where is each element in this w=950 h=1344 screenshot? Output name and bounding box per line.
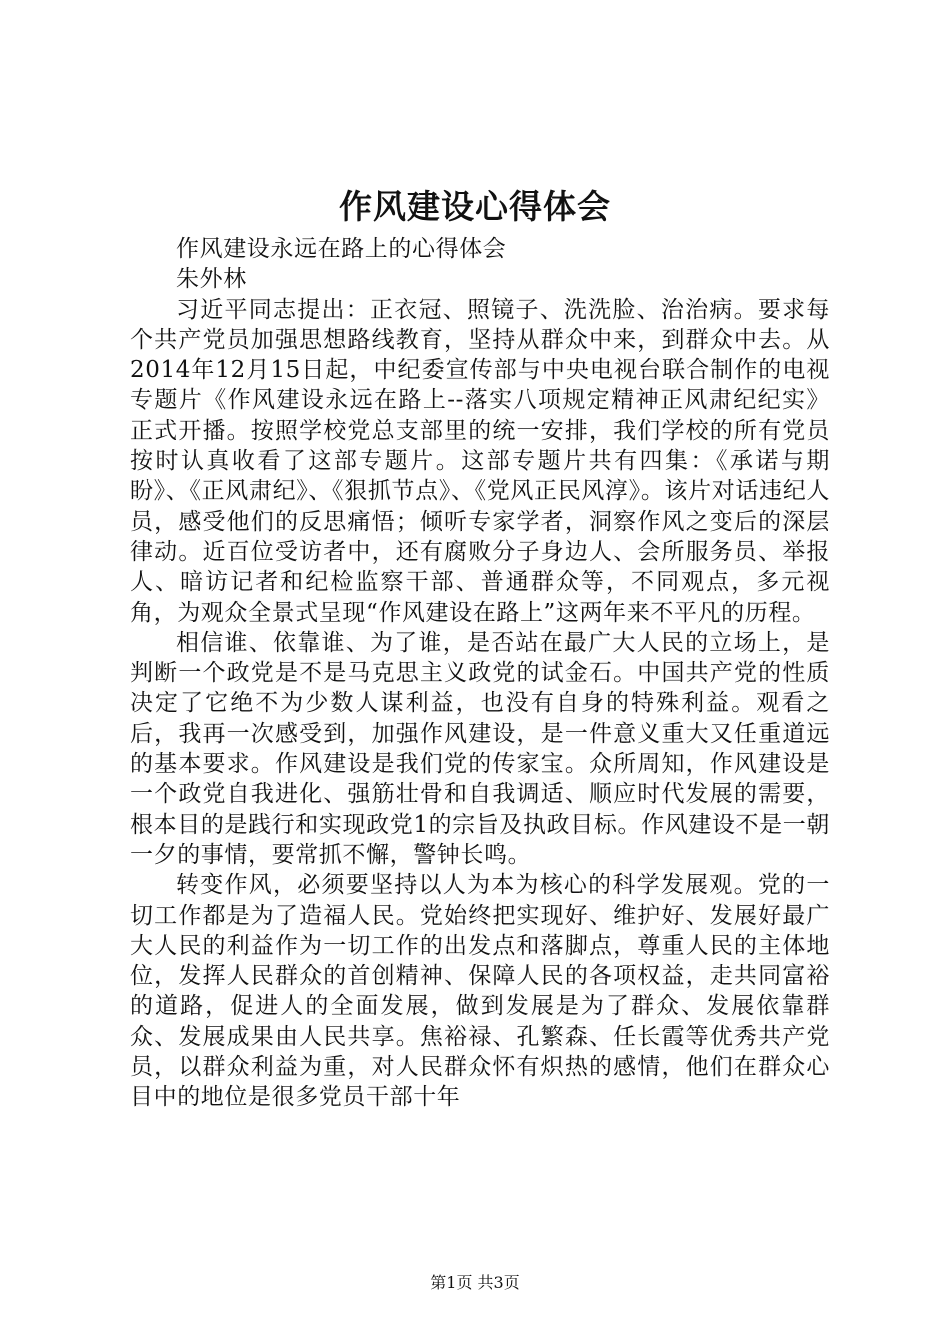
paragraph-1: 习近平同志提出：正衣冠、照镜子、洗洗脸、治治病。要求每个共产党员加强思想路线教育，坚持从群众中来，到群众中去。从2014年12月15日起，中纪委宣传部与中央电视台联合制作的电视专题片《作风建设永远在路上--落实八项规定精神正风肃纪纪实》正式开播。按照学校党总支部里的统一安排，我们学校的所有党员按时认真收看了这部专题片。这部专题片共有四集：《承诺与期盼》、《正风肃纪》、《狠抓节点》、《党风正民风淳》。该片对话违纪人员，感受他们的反思痛悟；倾听专家学者，洞察作风之变后的深层律动。近百位受访者中，还有腐败分子身边人、会所服务员、举报人、暗访记者和纪检监察干部、普通群众等，不同观点，多元视角，为观众全景式呈现“作风建设在路上”这两年来不平凡的历程。 bbox=[130, 296, 830, 626]
document-author: 朱外林 bbox=[176, 266, 247, 293]
document-title: 作风建设心得体会 bbox=[339, 187, 611, 226]
document-body bbox=[130, 234, 830, 1113]
page-footer: 第1页 共3页 bbox=[430, 1273, 520, 1292]
document-subtitle: 作风建设永远在路上的心得体会 bbox=[176, 236, 507, 262]
paragraph-3: 转变作风，必须要坚持以人为本为核心的科学发展观。党的一切工作都是为了造福人民。党始终把实现好、维护好、发展好最广大人民的利益作为一切工作的出发点和落脚点，尊重人民的主体地位，发挥人民群众的首创精神、保障人民的各项权益，走共同富裕的道路，促进人的全面发展，做到发展是为了群众、发展依靠群众、发展成果由人民共享。焦裕禄、孔繁森、任长霞等优秀共产党员，以群众利益为重，对人民群众怀有炽热的感情，他们在群众心目中的地位是很多党员干部十年 bbox=[130, 872, 830, 1111]
paragraph-2: 相信谁、依靠谁、为了谁，是否站在最广大人民的立场上，是判断一个政党是不是马克思主义政党的试金石。中国共产党的性质决定了它绝不为少数人谋利益，也没有自身的特殊利益。观看之后，我再一次感受到，加强作风建设，是一件意义重大又任重道远的基本要求。作风建设是我们党的传家宝。众所周知，作风建设是一个政党自我进化、强筋壮骨和自我调适、顺应时代发展的需要，根本目的是践行和实现政党1的宗旨及执政目标。作风建设不是一朝一夕的事情，要常抓不懈，警钟长鸣。 bbox=[130, 629, 830, 868]
